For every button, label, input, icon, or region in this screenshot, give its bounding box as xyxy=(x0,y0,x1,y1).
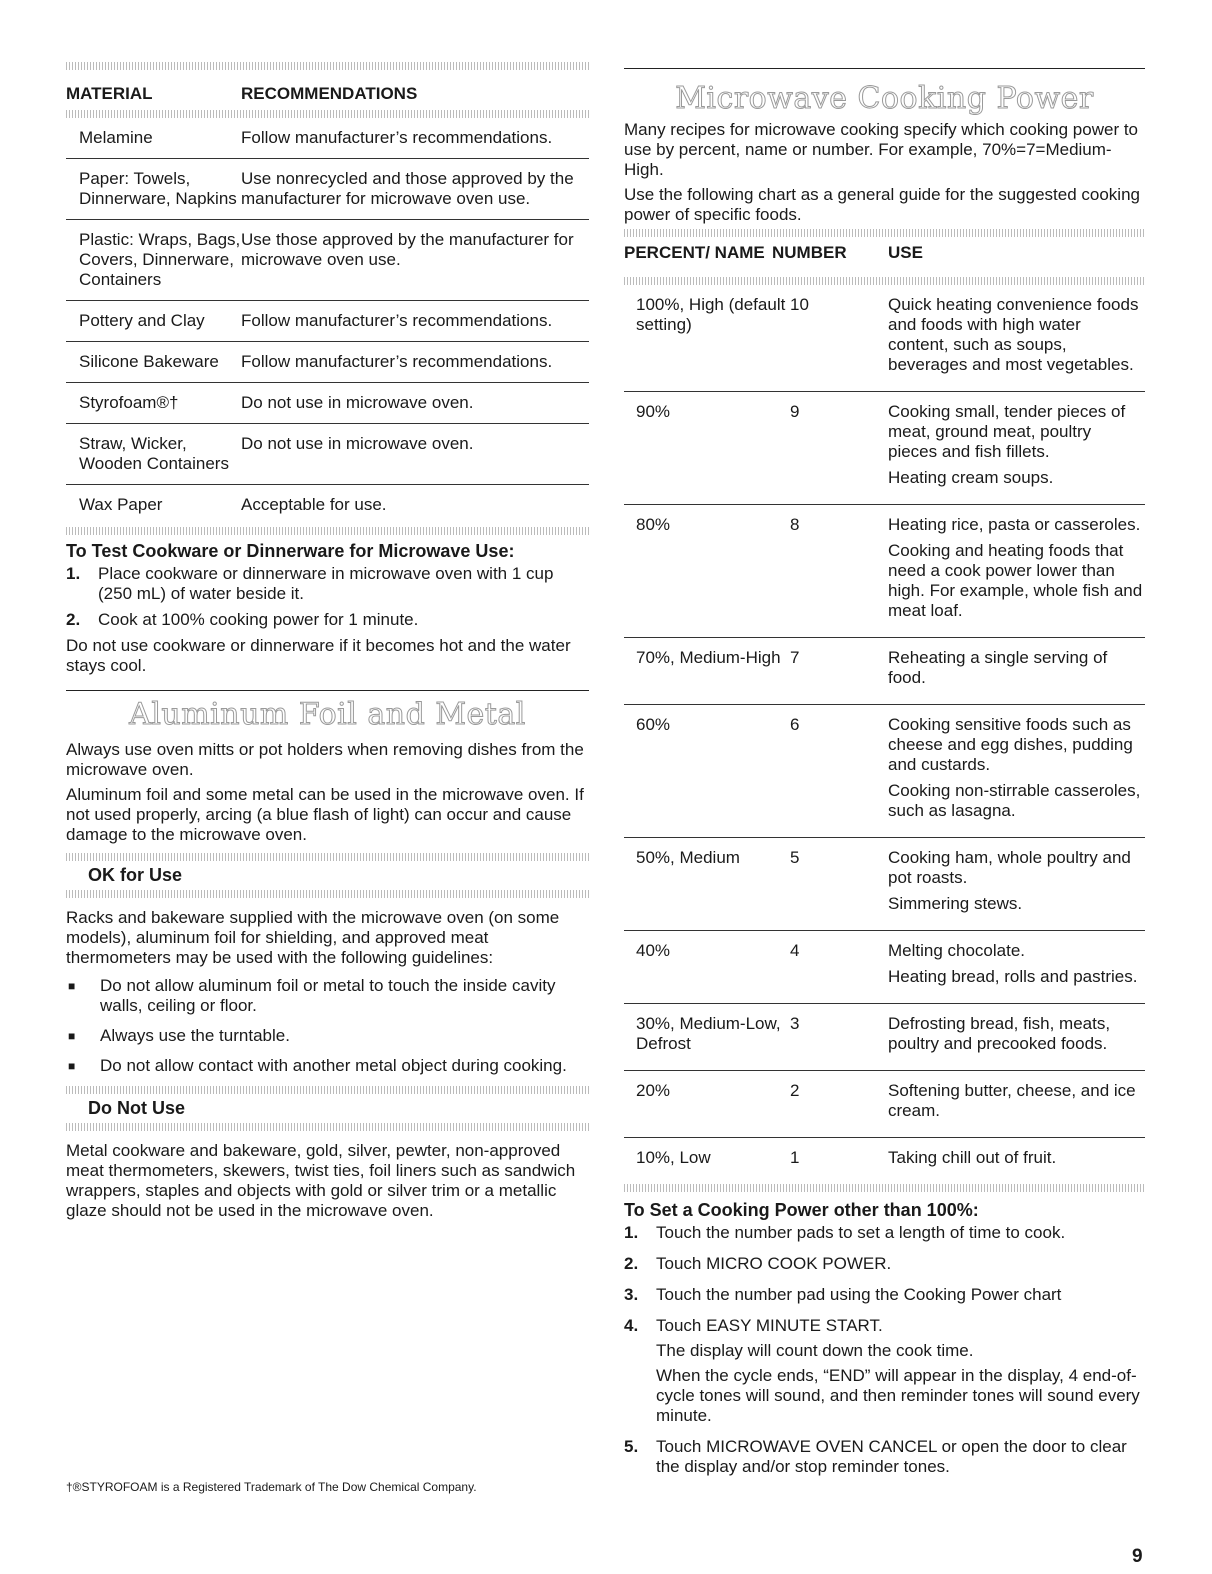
use-text: Taking chill out of fruit. xyxy=(888,1148,1057,1167)
header-use: USE xyxy=(888,243,923,262)
header-number: NUMBER xyxy=(772,243,847,262)
square-bullet-icon: ■ xyxy=(68,1029,76,1043)
use-text: Cooking ham, whole poultry and pot roasts. xyxy=(888,848,1131,887)
step-number: 5. xyxy=(624,1437,639,1456)
hatch-divider xyxy=(66,527,589,535)
recommendation-cell: Follow manufacturer’s recommendations. xyxy=(241,301,589,342)
material-cell: Styrofoam®† xyxy=(66,383,241,424)
step-text: Touch MICROWAVE OVEN CANCEL or open the door to clear the display and/or stop reminder tones. xyxy=(656,1437,1127,1476)
ok-for-use-heading: OK for Use xyxy=(88,865,183,885)
step-text: Touch EASY MINUTE START. xyxy=(656,1316,883,1335)
aluminum-paragraph-2: Aluminum foil and some metal can be used in the microwave oven. If not used properly, arcing (a blue flash of light) can occur and cause damage to the microwave oven. xyxy=(66,785,584,844)
bullet-text: Do not allow contact with another metal object during cooking. xyxy=(100,1056,567,1075)
list-item xyxy=(624,1223,1145,1248)
materials-table xyxy=(66,118,589,527)
table-row xyxy=(624,392,1145,505)
list-item xyxy=(66,976,589,1016)
step-body xyxy=(656,1316,1145,1431)
bullet-text: Always use the turntable. xyxy=(100,1026,290,1045)
power-number-cell: 3 xyxy=(790,1004,888,1071)
do-not-use-text: Metal cookware and bakeware, gold, silver, pewter, non-approved meat thermometers, skewers, twist ties, foil liners such as sandwich wrappers, staples and objects with gold or silver trim or a metallic glaze should not be used in the microwave oven. xyxy=(66,1141,576,1220)
material-cell: Silicone Bakeware xyxy=(66,342,241,383)
step-text: Touch MICRO COOK POWER. xyxy=(656,1254,892,1273)
header-recommendations: RECOMMENDATIONS xyxy=(241,84,418,103)
set-power-heading: To Set a Cooking Power other than 100%: xyxy=(624,1200,979,1220)
step-text: Touch the number pads to set a length of time to cook. xyxy=(656,1223,1066,1242)
table-row xyxy=(624,838,1145,931)
recommendation-cell: Use nonrecycled and those approved by the manufacturer for microwave oven use. xyxy=(241,159,589,220)
hatch-divider xyxy=(66,110,589,118)
power-number-cell: 10 xyxy=(790,285,888,392)
list-item xyxy=(66,1056,589,1076)
header-material: MATERIAL xyxy=(66,84,153,103)
power-intro-1: Many recipes for microwave cooking specify which cooking power to use by percent, name or number. For example, 70%=7=Medium-High. xyxy=(624,120,1139,179)
list-item xyxy=(66,610,589,630)
step-number: 1. xyxy=(66,564,81,583)
use-text: Cooking small, tender pieces of meat, ground meat, poultry pieces and fish fillets. xyxy=(888,402,1126,461)
test-cookware-note: Do not use cookware or dinnerware if it becomes hot and the water stays cool. xyxy=(66,636,571,675)
power-number-cell: 1 xyxy=(790,1148,800,1167)
table-row xyxy=(624,1071,1145,1138)
step-text: Touch the number pad using the Cooking Power chart xyxy=(656,1285,1062,1304)
table-row xyxy=(624,931,1145,1004)
section-rule xyxy=(66,690,589,691)
power-use-cell xyxy=(888,285,1145,392)
hatch-divider xyxy=(66,62,589,70)
test-cookware-heading: To Test Cookware or Dinnerware for Microwave Use: xyxy=(66,541,515,561)
power-intro-2: Use the following chart as a general guide for the suggested cooking power of specific foods. xyxy=(624,185,1140,224)
hatch-divider xyxy=(624,1184,1145,1192)
use-text: Reheating a single serving of food. xyxy=(888,648,1108,687)
material-cell: Straw, Wicker, Wooden Containers xyxy=(66,424,241,485)
hatch-divider xyxy=(66,853,589,861)
recommendation-cell: Acceptable for use. xyxy=(241,495,387,514)
list-item xyxy=(624,1316,1145,1431)
hatch-divider xyxy=(66,1123,589,1131)
table-row xyxy=(66,342,589,383)
use-text: Cooking non-stirrable casseroles, such as lasagna. xyxy=(888,781,1141,820)
footnote: †®STYROFOAM is a Registered Trademark of The Dow Chemical Company. xyxy=(66,1480,477,1494)
use-text: Softening butter, cheese, and ice cream. xyxy=(888,1081,1136,1120)
hatch-divider xyxy=(66,1086,589,1094)
power-name-cell: 10%, Low xyxy=(636,1148,711,1167)
list-item xyxy=(66,1026,589,1046)
table-row xyxy=(66,485,589,528)
step-body xyxy=(656,1437,1145,1482)
power-use-cell xyxy=(888,705,1145,838)
power-use-cell xyxy=(888,931,1145,1004)
step-number: 3. xyxy=(624,1285,639,1304)
material-cell: Pottery and Clay xyxy=(66,301,241,342)
table-row xyxy=(66,118,589,159)
power-use-cell xyxy=(888,638,1145,705)
material-cell: Plastic: Wraps, Bags, Covers, Dinnerware, Containers xyxy=(66,220,241,301)
power-number-cell: 4 xyxy=(790,931,888,1004)
step-text: The display will count down the cook time. xyxy=(656,1341,974,1360)
use-text: Cooking sensitive foods such as cheese and egg dishes, pudding and custards. xyxy=(888,715,1133,774)
power-name-cell: 40% xyxy=(624,931,790,1004)
aluminum-section-title: Aluminum Foil and Metal xyxy=(129,697,526,732)
hatch-divider xyxy=(66,890,589,898)
step-body xyxy=(656,1223,1065,1248)
materials-table-header xyxy=(66,70,589,110)
bullet-text: Do not allow aluminum foil or metal to touch the inside cavity walls, ceiling or floor. xyxy=(100,976,556,1015)
table-row xyxy=(624,285,1145,392)
list-item xyxy=(624,1285,1145,1310)
step-text: Place cookware or dinnerware in microwave oven with 1 cup (250 mL) of water beside it. xyxy=(98,564,554,603)
list-item xyxy=(624,1437,1145,1482)
page-number: 9 xyxy=(1132,1546,1143,1567)
power-use-cell xyxy=(888,1138,1145,1185)
recommendation-cell: Follow manufacturer’s recommendations. xyxy=(241,118,589,159)
hatch-divider xyxy=(624,229,1145,237)
power-name-cell: 60% xyxy=(624,705,790,838)
square-bullet-icon: ■ xyxy=(68,979,76,993)
power-use-cell xyxy=(888,505,1145,638)
recommendation-cell: Do not use in microwave oven. xyxy=(241,424,589,485)
section-rule xyxy=(624,68,1145,69)
table-row xyxy=(66,301,589,342)
square-bullet-icon: ■ xyxy=(68,1059,76,1073)
step-text: When the cycle ends, “END” will appear in the display, 4 end-of-cycle tones will sound, and then reminder tones will sound every minute. xyxy=(656,1366,1140,1425)
power-use-cell xyxy=(888,1004,1145,1071)
power-number-cell: 9 xyxy=(790,392,888,505)
header-percent-name: PERCENT/ NAME xyxy=(624,243,765,262)
material-cell: Paper: Towels, Dinnerware, Napkins xyxy=(66,159,241,220)
step-number: 4. xyxy=(624,1316,639,1335)
recommendation-cell: Do not use in microwave oven. xyxy=(241,383,589,424)
material-cell: Melamine xyxy=(66,118,241,159)
table-row xyxy=(624,505,1145,638)
power-number-cell: 6 xyxy=(790,705,888,838)
power-use-cell xyxy=(888,838,1145,931)
use-text: Heating rice, pasta or casseroles. xyxy=(888,515,1141,534)
list-item xyxy=(624,1254,1145,1279)
use-text: Quick heating convenience foods and foods with high water content, such as soups, beverages and most vegetables. xyxy=(888,295,1139,374)
use-text: Cooking and heating foods that need a cook power lower than high. For example, whole fish and meat loaf. xyxy=(888,541,1143,620)
table-row xyxy=(624,705,1145,838)
power-name-cell: 90% xyxy=(624,392,790,505)
power-number-cell: 5 xyxy=(790,838,888,931)
table-row xyxy=(66,424,589,485)
recommendation-cell: Use those approved by the manufacturer for microwave oven use. xyxy=(241,220,589,301)
right-column xyxy=(624,62,1145,1488)
power-use-cell xyxy=(888,392,1145,505)
do-not-use-heading: Do Not Use xyxy=(88,1098,186,1118)
table-row xyxy=(66,383,589,424)
table-row xyxy=(66,220,589,301)
power-name-cell: 30%, Medium-Low, Defrost xyxy=(624,1004,790,1071)
step-number: 2. xyxy=(624,1254,639,1273)
material-cell: Wax Paper xyxy=(79,495,163,514)
table-row xyxy=(624,638,1145,705)
power-name-cell: 20% xyxy=(624,1071,790,1138)
power-name-cell: 100%, High (default setting) xyxy=(624,285,790,392)
step-number: 2. xyxy=(66,610,81,629)
table-row xyxy=(624,1004,1145,1071)
step-text: Cook at 100% cooking power for 1 minute. xyxy=(98,610,419,629)
step-number: 1. xyxy=(624,1223,639,1242)
hatch-divider xyxy=(624,277,1145,285)
step-body xyxy=(656,1285,1061,1310)
left-column xyxy=(66,62,589,1226)
ok-for-use-text: Racks and bakeware supplied with the microwave oven (on some models), aluminum foil for shielding, and approved meat thermometers may be used with the following guidelines: xyxy=(66,908,560,967)
aluminum-paragraph-1: Always use oven mitts or pot holders when removing dishes from the microwave oven. xyxy=(66,740,584,779)
power-number-cell: 2 xyxy=(790,1071,888,1138)
use-text: Melting chocolate. xyxy=(888,941,1026,960)
power-number-cell: 8 xyxy=(790,505,888,638)
power-use-cell xyxy=(888,1071,1145,1138)
use-text: Heating bread, rolls and pastries. xyxy=(888,967,1138,986)
power-table xyxy=(624,285,1145,1184)
power-name-cell: 70%, Medium-High xyxy=(624,638,790,705)
power-number-cell: 7 xyxy=(790,638,888,705)
use-text: Defrosting bread, fish, meats, poultry and precooked foods. xyxy=(888,1014,1111,1053)
power-name-cell: 80% xyxy=(624,505,790,638)
table-row xyxy=(66,159,589,220)
list-item xyxy=(66,564,589,604)
step-body xyxy=(656,1254,891,1279)
test-cookware-steps xyxy=(66,564,589,630)
power-table-header xyxy=(624,237,1145,277)
use-text: Heating cream soups. xyxy=(888,468,1054,487)
ok-for-use-list xyxy=(66,976,589,1076)
recommendation-cell: Follow manufacturer’s recommendations. xyxy=(241,342,589,383)
power-name-cell: 50%, Medium xyxy=(624,838,790,931)
power-section-title: Microwave Cooking Power xyxy=(675,81,1094,116)
set-power-steps xyxy=(624,1223,1145,1482)
use-text: Simmering stews. xyxy=(888,894,1023,913)
table-row xyxy=(624,1138,1145,1185)
